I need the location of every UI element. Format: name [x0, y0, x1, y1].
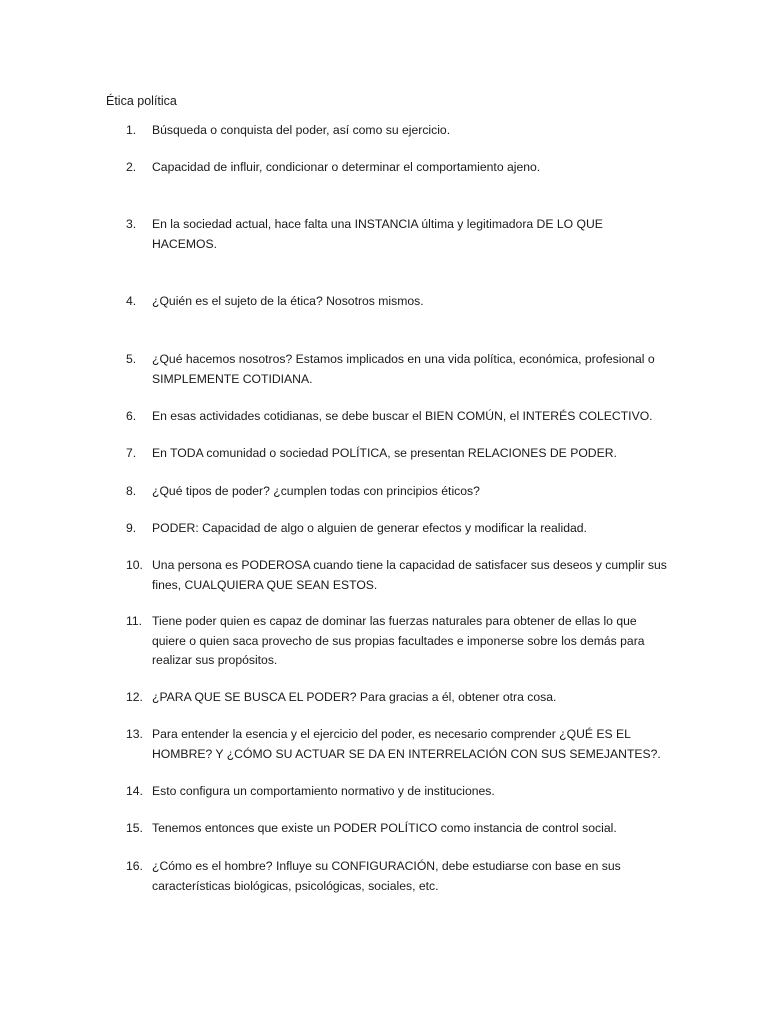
item-number: 14.: [126, 784, 143, 798]
item-text: Tenemos entonces que existe un PODER POLÍTICO como instancia de control social.: [152, 821, 617, 835]
item-number: 1.: [126, 123, 137, 137]
item-text: En TODA comunidad o sociedad POLÍTICA, se presentan RELACIONES DE PODER.: [152, 446, 617, 460]
list-item: [126, 725, 671, 764]
item-number: 10.: [126, 558, 143, 572]
list-item: [126, 819, 671, 839]
item-number: 9.: [126, 521, 137, 535]
item-text: Para entender la esencia y el ejercicio del poder, es necesario comprender ¿QUÉ ES EL HOMBRE? Y ¿CÓMO SU ACTUAR SE DA EN INTERRELACIÓN CON SUS SEMEJANTES?.: [152, 727, 661, 761]
item-text: Búsqueda o conquista del poder, así como su ejercicio.: [152, 123, 451, 137]
item-number: 11.: [126, 614, 143, 628]
item-text: ¿Qué hacemos nosotros? Estamos implicados en una vida política, económica, profesional o SIMPLEMENTE COTIDIANA.: [152, 352, 655, 386]
list-item: [126, 782, 671, 802]
list-item: [126, 215, 671, 254]
item-number: 7.: [126, 446, 137, 460]
item-number: 5.: [126, 352, 137, 366]
item-number: 3.: [126, 217, 137, 231]
item-number: 12.: [126, 690, 143, 704]
item-text: Tiene poder quien es capaz de dominar las fuerzas naturales para obtener de ellas lo que quiere o quien saca provecho de sus propias facultades e imponerse sobre los demás para realizar sus propósitos.: [152, 614, 645, 667]
item-text: Una persona es PODEROSA cuando tiene la capacidad de satisfacer sus deseos y cumplir sus fines, CUALQUIERA QUE SEAN ESTOS.: [152, 558, 667, 592]
list-item: [126, 857, 671, 896]
item-text: PODER: Capacidad de algo o alguien de generar efectos y modificar la realidad.: [152, 521, 587, 535]
list-item: [126, 612, 671, 671]
document-title: Ética política: [106, 94, 177, 108]
list-item: [126, 350, 671, 389]
list-item: [126, 482, 671, 502]
item-number: 13.: [126, 727, 143, 741]
list-item: [126, 121, 671, 141]
item-text: En la sociedad actual, hace falta una INSTANCIA última y legitimadora DE LO QUE HACEMOS.: [152, 217, 603, 251]
item-number: 6.: [126, 409, 137, 423]
item-number: 4.: [126, 294, 137, 308]
list-item: [126, 158, 671, 178]
item-text: Capacidad de influir, condicionar o determinar el comportamiento ajeno.: [152, 160, 541, 174]
item-text: En esas actividades cotidianas, se debe buscar el BIEN COMÚN, el INTERÉS COLECTIVO.: [152, 409, 653, 423]
item-number: 8.: [126, 484, 137, 498]
list-item: [126, 519, 671, 539]
item-number: 15.: [126, 821, 143, 835]
list-item: [126, 407, 671, 427]
item-text: ¿Cómo es el hombre? Influye su CONFIGURACIÓN, debe estudiarse con base en sus características biológicas, psicológicas, sociales, etc.: [152, 859, 621, 893]
list-item: [126, 556, 671, 595]
item-number: 2.: [126, 160, 137, 174]
list-item: [126, 688, 671, 708]
item-text: ¿PARA QUE SE BUSCA EL PODER? Para gracias a él, obtener otra cosa.: [152, 690, 557, 704]
item-number: 16.: [126, 859, 143, 873]
item-text: Esto configura un comportamiento normativo y de instituciones.: [152, 784, 495, 798]
list-item: [126, 292, 671, 312]
item-text: ¿Qué tipos de poder? ¿cumplen todas con principios éticos?: [152, 484, 480, 498]
list-item: [126, 444, 671, 464]
item-text: ¿Quién es el sujeto de la ética? Nosotros mismos.: [152, 294, 424, 308]
